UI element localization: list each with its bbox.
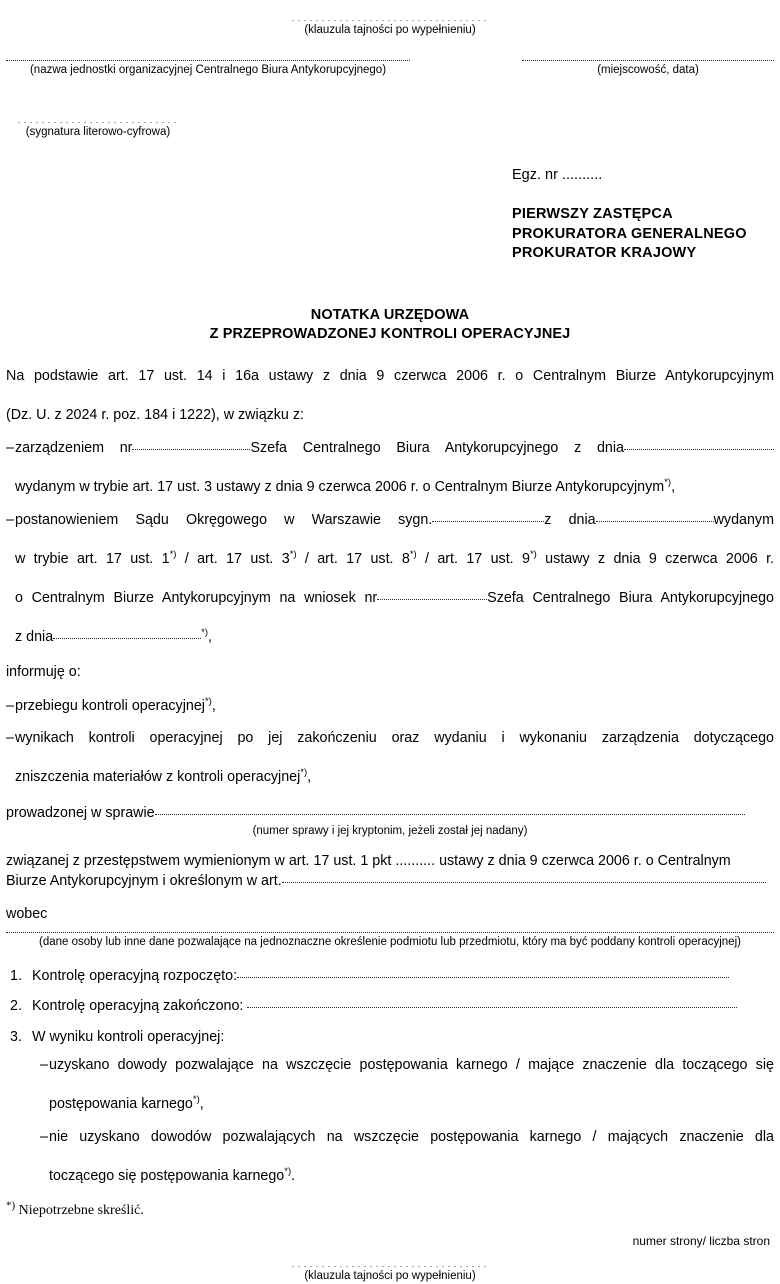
page-title-line-1: NOTATKA URZĘDOWA xyxy=(310,306,470,323)
court-art-1: w trybie art. 17 ust. 1 xyxy=(15,550,170,567)
list-item-start-date-body xyxy=(32,967,774,987)
numbered-list xyxy=(6,967,774,1187)
addressee-block xyxy=(512,166,774,264)
legal-basis-item-court-decision xyxy=(6,511,774,648)
evidence-not-obtained-line-1: nie uzyskano dowodów pozwalających na wszczęcie postępowania karnego / mających znaczenie dla xyxy=(49,1128,774,1145)
inform-item-course xyxy=(6,697,774,717)
court-label-c: wydanym xyxy=(713,511,774,528)
court-decision-line-2 xyxy=(15,550,774,589)
court-art-3: / art. 17 ust. 3 xyxy=(176,550,290,567)
order-label-b: Szefa Centralnego Biura Antykorupcyjnego z dnia xyxy=(250,440,624,456)
page-title-line-2: Z PRZEPROWADZONEJ KONTROLI OPERACYJNEJ xyxy=(209,325,571,342)
asterisk-marker: *) xyxy=(664,477,672,489)
offence-line-1 xyxy=(6,852,774,872)
legal-basis-item-court-decision-body xyxy=(15,511,774,648)
court-act-reference: ustawy z dnia 9 czerwca 2006 r. xyxy=(536,550,775,567)
results-option-evidence-not-obtained xyxy=(40,1128,774,1187)
inform-course-end: , xyxy=(211,697,216,714)
document-body xyxy=(6,367,774,1187)
asterisk-marker: *) xyxy=(529,548,537,560)
legal-basis-intro-line-2: (Dz. U. z 2024 r. poz. 184 i 1222), w związku z: xyxy=(6,406,304,423)
top-secrecy-clause-block xyxy=(6,0,774,38)
legal-basis-item-order xyxy=(6,439,774,498)
subject-caption: (dane osoby lub inne dane pozwalające na jednoznaczne określenie podmiotu lub przedmiotu, który ma być poddany kontroli operacyjnej) xyxy=(39,935,741,948)
results-option-evidence-not-obtained-body xyxy=(49,1128,774,1187)
asterisk-marker: *) xyxy=(201,626,209,638)
subject-label: wobec xyxy=(6,906,48,922)
place-date-block xyxy=(522,60,774,78)
asterisk-marker: *) xyxy=(192,1094,200,1106)
list-item-number: 1. xyxy=(10,967,22,984)
order-label-a: zarządzeniem nr xyxy=(15,440,133,456)
order-date-fill[interactable] xyxy=(624,449,774,450)
footnote-text: Niepotrzebne skreślić. xyxy=(15,1203,144,1218)
list-item-start-date xyxy=(6,967,774,987)
signature-block xyxy=(16,120,180,140)
evidence-obtained-line-2 xyxy=(49,1095,774,1115)
inform-results-line-2 xyxy=(15,768,774,788)
addressee-title xyxy=(512,205,774,264)
evidence-not-obtained-line-2-text: toczącego się postępowania karnego xyxy=(49,1167,285,1184)
dash-bullet-icon: – xyxy=(40,1057,48,1073)
court-label-b: z dnia xyxy=(544,511,596,528)
case-number-label: prowadzonej w sprawie xyxy=(6,804,155,821)
dash-bullet-icon: – xyxy=(6,730,14,746)
court-request-date-fill[interactable] xyxy=(53,638,201,639)
court-line-4-end: , xyxy=(208,628,213,645)
inform-results-end: , xyxy=(307,769,312,785)
dash-bullet-icon: – xyxy=(6,697,14,714)
case-number-row xyxy=(6,804,774,824)
court-decision-line-1 xyxy=(15,511,774,550)
footnote xyxy=(6,1199,774,1220)
results-option-evidence-obtained-body xyxy=(49,1056,774,1115)
legal-basis-intro xyxy=(6,367,774,426)
court-decision-line-4 xyxy=(15,628,774,648)
addressee-title-line-2: PROKURATORA GENERALNEGO xyxy=(512,225,747,242)
court-label-request-a: o Centralnym Biurze Antykorupcyjnym na wniosek nr xyxy=(15,589,378,606)
subject-dotted-line[interactable] xyxy=(6,932,774,933)
inform-label: informuję o: xyxy=(6,664,81,680)
page-title xyxy=(6,306,774,344)
legal-basis-item-order-body xyxy=(15,439,774,498)
dash-bullet-icon: – xyxy=(40,1128,48,1145)
offence-line-2 xyxy=(6,872,774,892)
unit-name-caption: (nazwa jednostki organizacyjnej Centralnego Biura Antykorupcyjnego) xyxy=(29,64,387,76)
offence-row xyxy=(6,852,774,891)
inform-item-results xyxy=(6,729,774,788)
dash-bullet-icon: – xyxy=(6,440,14,456)
evidence-not-obtained-end: . xyxy=(291,1167,296,1184)
list-item-end-date xyxy=(6,997,774,1017)
list-item-end-date-body xyxy=(32,997,774,1017)
inform-item-course-body xyxy=(15,697,774,717)
offence-label-b: ustawy z dnia 9 czerwca 2006 r. o Centralnym xyxy=(439,853,731,869)
start-date-fill[interactable] xyxy=(237,977,729,978)
asterisk-marker: *) xyxy=(204,695,212,707)
court-label-a: postanowieniem Sądu Okręgowego w Warszawie sygn. xyxy=(15,511,433,528)
legal-basis-item-order-line-1 xyxy=(15,439,774,478)
court-art-9: / art. 17 ust. 9 xyxy=(416,550,530,567)
copy-number: Egz. nr .......... xyxy=(512,167,603,183)
offence-point-fill[interactable]: .......... xyxy=(395,853,436,869)
unit-name-block xyxy=(6,60,410,78)
asterisk-marker: *) xyxy=(6,1199,16,1212)
inform-results-line-1: wynikach kontroli operacyjnej po jej zakończeniu oraz wydaniu i wykonaniu zarządzenia dotyczącego xyxy=(15,730,774,746)
inform-course-text: przebiegu kontroli operacyjnej xyxy=(15,697,205,714)
case-number-caption: (numer sprawy i jej kryptonim, jeżeli został jej nadany) xyxy=(252,825,528,837)
court-decision-line-3 xyxy=(15,589,774,628)
evidence-obtained-end: , xyxy=(199,1096,204,1112)
evidence-obtained-line-2-text: postępowania karnego xyxy=(49,1096,193,1112)
asterisk-marker: *) xyxy=(300,767,308,779)
results-sub-list xyxy=(40,1056,774,1186)
asterisk-marker: *) xyxy=(409,548,417,560)
header-fields-row xyxy=(6,60,774,104)
court-label-request-b: Szefa Centralnego Biura Antykorupcyjnego xyxy=(487,589,774,606)
inform-results-line-2-text: zniszczenia materiałów z kontroli operacyjnej xyxy=(15,769,301,785)
offence-article-fill[interactable] xyxy=(282,882,766,883)
end-date-label: Kontrolę operacyjną zakończono: xyxy=(32,998,248,1014)
offence-article-label: Biurze Antykorupcyjnym i określonym w art. xyxy=(6,872,282,889)
evidence-not-obtained-line-2 xyxy=(49,1167,774,1187)
asterisk-marker: *) xyxy=(289,548,297,560)
asterisk-marker: *) xyxy=(284,1165,292,1177)
list-item-number: 2. xyxy=(10,998,22,1014)
court-signature-fill[interactable] xyxy=(432,521,544,522)
inform-item-results-body xyxy=(15,729,774,788)
legal-basis-intro-line-1: Na podstawie art. 17 ust. 14 i 16a ustawy z dnia 9 czerwca 2006 r. o Centralnym Biurze Antykorupcyjnym xyxy=(6,367,774,384)
evidence-obtained-line-1: uzyskano dowody pozwalające na wszczęcie postępowania karnego / mające znaczenie dla toczącego się xyxy=(49,1057,774,1073)
place-date-caption: (miejscowość, data) xyxy=(597,64,699,76)
offence-label-a: związanej z przestępstwem wymienionym w art. 17 ust. 1 pkt xyxy=(6,853,392,869)
addressee-title-line-1: PIERWSZY ZASTĘPCA xyxy=(512,206,673,222)
results-label: W wyniku kontroli operacyjnej: xyxy=(32,1028,225,1045)
bottom-secrecy-clause-block xyxy=(6,1264,774,1284)
court-label-date: z dnia xyxy=(15,628,54,645)
signature-caption: (sygnatura literowo-cyfrowa) xyxy=(25,126,171,138)
court-art-8: / art. 17 ust. 8 xyxy=(296,550,410,567)
page-count-label: numer strony/ liczba stron xyxy=(632,1234,770,1248)
order-number-fill[interactable] xyxy=(132,449,250,450)
list-item-number: 3. xyxy=(10,1028,22,1045)
addressee-title-line-3: PROKURATOR KRAJOWY xyxy=(512,245,697,261)
court-request-number-fill[interactable] xyxy=(377,599,487,600)
top-secrecy-clause-caption: (klauzula tajności po wypełnieniu) xyxy=(304,24,476,36)
court-date-fill[interactable] xyxy=(596,521,714,522)
dash-bullet-icon: – xyxy=(6,511,14,528)
list-item-results xyxy=(6,1028,774,1187)
case-number-fill[interactable] xyxy=(155,814,745,815)
legal-basis-item-order-line-2 xyxy=(15,478,774,498)
bottom-secrecy-clause-caption: (klauzula tajności po wypełnieniu) xyxy=(304,1270,476,1282)
results-option-evidence-obtained xyxy=(40,1056,774,1115)
order-line-2-text: wydanym w trybie art. 17 ust. 3 ustawy z dnia 9 czerwca 2006 r. o Centralnym Biurze Antykorupcyjnym xyxy=(15,479,665,495)
start-date-label: Kontrolę operacyjną rozpoczęto: xyxy=(32,967,238,984)
order-line-2-end: , xyxy=(671,479,676,495)
end-date-fill[interactable] xyxy=(247,1007,737,1008)
asterisk-marker: *) xyxy=(169,548,177,560)
